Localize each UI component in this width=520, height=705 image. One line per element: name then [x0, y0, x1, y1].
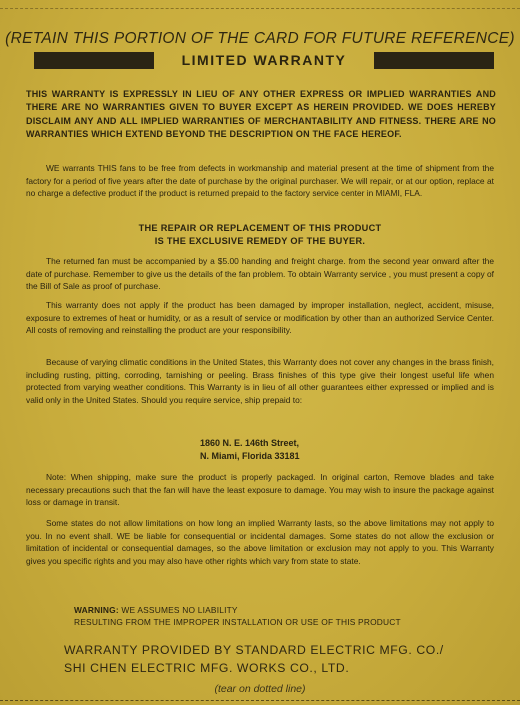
provider-block: [64, 641, 504, 677]
address-line-1: 1860 N. E. 146th Street,: [200, 438, 300, 448]
warning-line-1: WE ASSUMES NO LIABILITY: [121, 605, 238, 615]
note-paragraph: Note: When shipping, make sure the product is properly packaged. In original carton, Remove blades and take necessary precautions such that the fan will have the least exposure to damage. You may wish to insure the package against loss or damage in transit.: [26, 472, 494, 508]
title-row: [34, 52, 494, 70]
address-line-2: N. Miami, Florida 33181: [200, 451, 300, 461]
not-apply-paragraph: This warranty does not apply if the product has been damaged by improper installation, neglect, accident, misuse, exposure to extremes of heat or humidity, or as a result of service or modification by other than an authorized Service Center. All costs of removing and reinstalling the product are your responsibility.: [26, 300, 494, 336]
warning-line-2: RESULTING FROM THE IMPROPER INSTALLATION OR USE OF THIS PRODUCT: [74, 617, 401, 627]
states-paragraph: Some states do not allow limitations on how long an implied Warranty lasts, so the above limitations may not apply to you. In no event shall. WE be liable for consequential or incidental damages. Some states do not allow the exclusion or limitation of incidental or consequential damages, so the above limitation or exclusion may not apply to you. This Warranty gives you specific rights and you may also have other rights which vary from state to state.: [26, 518, 494, 566]
climatic-paragraph: Because of varying climatic conditions in the United States, this Warranty does not cover any changes in the brass finish, including rusting, pitting, corroding, tarnishing or peeling. Brass finishes of this type give their longest useful life when protected from varying weather conditions. This Warranty is in lieu of all other guarantees either expressed or implied and is valid only in the United States. Should you require service, ship prepaid to:: [26, 357, 494, 405]
title-bar-left: [34, 52, 154, 69]
provider-line-1: WARRANTY PROVIDED BY STANDARD ELECTRIC MFG. CO./: [64, 643, 444, 657]
disclaimer-paragraph: THIS WARRANTY IS EXPRESSLY IN LIEU OF ANY OTHER EXPRESS OR IMPLIED WARRANTIES AND THERE ARE NO WARRANTIES GIVEN TO BUYER EXCEPT AS HEREIN PROVIDED. WE DOES HEREBY DISCLAIM ANY AND ALL IMPLIED WARRANTIES OF MERCHANTABILITY AND FITNESS. THERE ARE NO WARRANTIES WHICH EXTEND BEYOND THE DESCRIPTION ON THE FACE HEREOF.: [26, 89, 496, 140]
title-bar-right: [374, 52, 494, 69]
remedy-line-1: THE REPAIR OR REPLACEMENT OF THIS PRODUCT: [138, 223, 382, 233]
remedy-line-2: IS THE EXCLUSIVE REMEDY OF THE BUYER.: [154, 235, 366, 246]
page-title: LIMITED WARRANTY: [181, 52, 347, 68]
handling-paragraph: The returned fan must be accompanied by a $5.00 handing and freight charge. from the second year onward after the date of purchase. Remember to give us the details of the fan problem. To obtain Warranty service , you must present a copy of the Bill of Sale as proof of purchase.: [26, 256, 494, 292]
warning-label: WARNING:: [74, 605, 119, 615]
warrants-paragraph: WE warrants THIS fans to be free from defects in workmanship and material present at the time of shipment from the factory for a period of five years after the date of purchase by the original purchaser. We will repair, or at our option, replace at no charge a defective product if the product is returned prepaid to the factory service center in MIAMI, FLA.: [26, 163, 494, 199]
tear-instruction: (tear on dotted line): [214, 683, 306, 695]
provider-line-2: SHI CHEN ELECTRIC MFG. WORKS CO., LTD.: [64, 661, 350, 675]
remedy-heading: [0, 222, 520, 247]
warning-block: [74, 604, 494, 628]
service-address: [200, 437, 400, 463]
retain-notice: (RETAIN THIS PORTION OF THE CARD FOR FUTURE REFERENCE): [5, 30, 515, 47]
top-perforation: [0, 0, 520, 9]
tear-dotted-line: [0, 700, 520, 701]
